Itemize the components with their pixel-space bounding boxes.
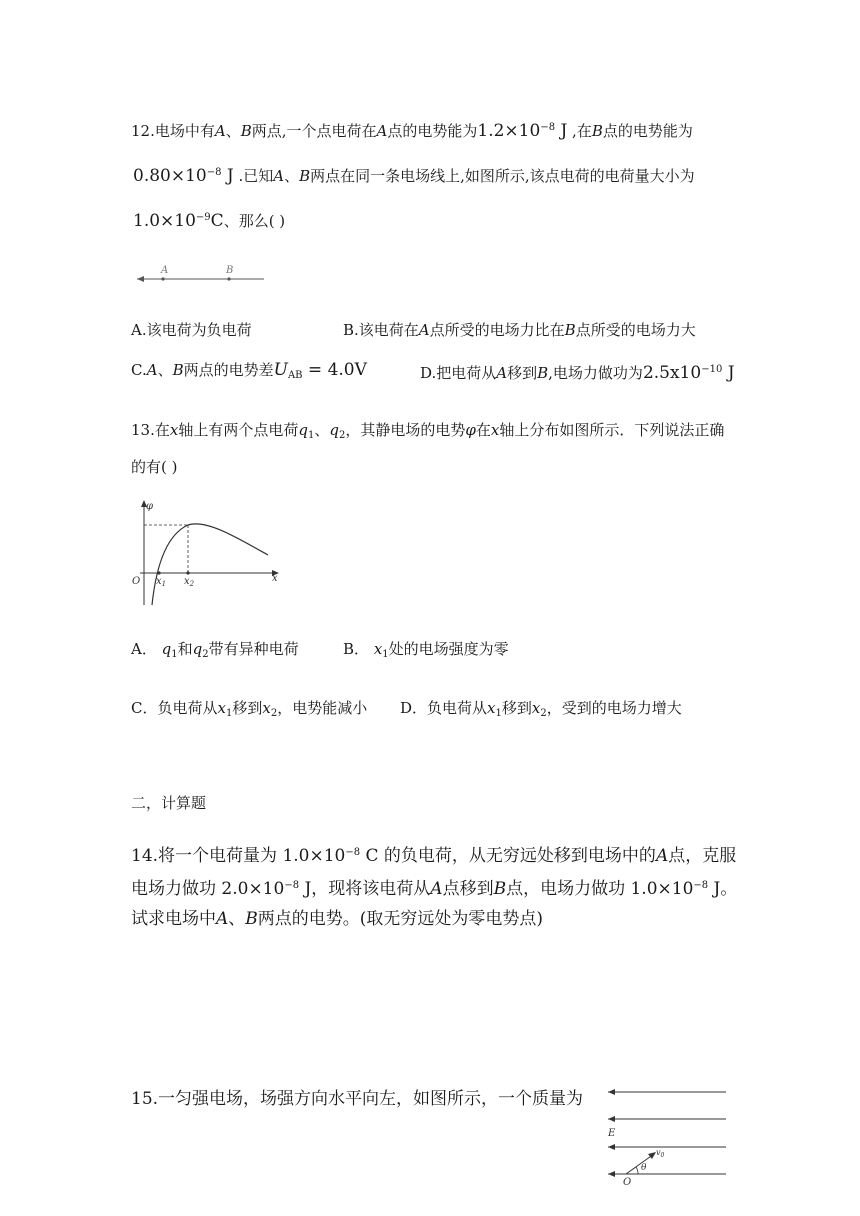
angle-label: θ bbox=[641, 1163, 647, 1173]
arrow-left-icon bbox=[608, 1171, 615, 1177]
q12-field-line-figure bbox=[133, 262, 268, 286]
x-label: x bbox=[272, 573, 278, 584]
field-label-e: E bbox=[608, 1128, 616, 1139]
q15-line-1: 15.一匀强电场，场强方向水平向左，如图所示，一个质量为 bbox=[131, 1089, 584, 1109]
q13-line-2: 的有( ) bbox=[131, 458, 178, 476]
x2-label: $x_2$ bbox=[184, 576, 195, 588]
phi-label: φ bbox=[146, 501, 154, 512]
angle-arc bbox=[636, 1167, 638, 1174]
label-a: A bbox=[161, 265, 169, 276]
q13-line-1: 13.在x轴上有两个点电荷$q_1$、$q_2$，其静电场的电势φ在x轴上分布如图所示．下列说法正确 bbox=[131, 421, 725, 441]
label-b: B bbox=[226, 265, 234, 276]
q12-line-1: 12.电场中有A、B两点,一个点电荷在A点的电势能为$1.2\times 10^{-8}$ J ,在B点的电势能为 bbox=[131, 121, 693, 141]
q13-potential-graph bbox=[126, 497, 286, 609]
point-x2 bbox=[186, 571, 189, 574]
point-x1 bbox=[157, 571, 160, 574]
point-b bbox=[227, 277, 230, 280]
q15-uniform-field-figure bbox=[604, 1084, 730, 1188]
q12-line-2: $0.80\times 10^{-8}$ J .已知A、B两点在同一条电场线上,如图所示,该点电荷的电荷量大小为 bbox=[133, 166, 695, 186]
q13-option-b: B． $x_1$处的电场强度为零 bbox=[343, 640, 509, 660]
velocity-label: $v_0$ bbox=[656, 1148, 665, 1159]
q12-line-3: $1.0\times 10^{-9}C$、那么( ) bbox=[133, 211, 286, 231]
velocity-vector bbox=[626, 1154, 654, 1174]
q13-option-c: C．负电荷从$x_1$移到$x_2$，电势能减小 bbox=[131, 699, 368, 719]
q12-option-c: C.A、B两点的电势差$U_{AB} = 4.0V$ bbox=[131, 360, 367, 381]
q12-option-a: A.该电荷为负电荷 bbox=[131, 321, 252, 339]
x1-label: $x_1$ bbox=[156, 576, 167, 588]
q14-line-2: 电场力做功 $2.0\times 10^{-8}$ J，现将该电荷从A点移到B点，电场力做功 $1.0\times 10^{-8}$ J。 bbox=[131, 879, 738, 899]
potential-curve bbox=[152, 524, 268, 605]
q13-option-d: D．负电荷从$x_1$移到$x_2$，受到的电场力增大 bbox=[400, 699, 682, 719]
q14-line-3: 试求电场中A、B两点的电势。(取无穷远处为零电势点) bbox=[131, 909, 544, 929]
q14-line-1: 14.将一个电荷量为 $1.0\times 10^{-8}$ C 的负电荷，从无穷远处移到电场中的A点，克服 bbox=[131, 846, 737, 866]
arrow-left-icon bbox=[608, 1116, 615, 1122]
point-a bbox=[161, 277, 164, 280]
q13-option-a: A． $q_1$和$q_2$带有异种电荷 bbox=[131, 640, 299, 660]
origin-label: O bbox=[132, 576, 141, 587]
section-heading: 二，计算题 bbox=[131, 794, 207, 812]
arrow-left-icon bbox=[608, 1089, 615, 1095]
q12-option-b: B.该电荷在A点所受的电场力比在B点所受的电场力大 bbox=[343, 321, 696, 339]
q12-option-d: D.把电荷从A移到B,电场力做功为$2.5x10^{-10}$ J bbox=[420, 363, 735, 383]
origin-label: O bbox=[623, 1177, 632, 1188]
arrow-left-icon bbox=[608, 1144, 615, 1150]
arrow-left-icon bbox=[137, 276, 144, 282]
